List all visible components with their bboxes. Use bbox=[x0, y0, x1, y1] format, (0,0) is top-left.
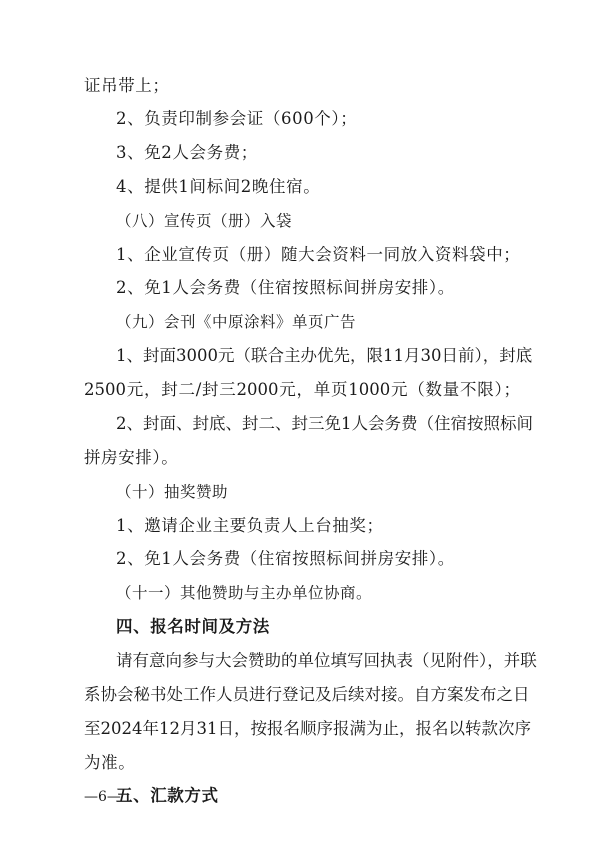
paragraph-line: 系协会秘书处工作人员进行登记及后续对接。自方案发布之日 bbox=[84, 685, 530, 704]
list-item: 1、邀请企业主要负责人上台抽奖； bbox=[116, 516, 384, 535]
body-text-line: 2500元，封二/封三2000元，单页1000元（数量不限）； bbox=[84, 380, 520, 399]
paragraph-line: 至2024年12月31日，按报名顺序报满为止，报名以转款次序 bbox=[84, 719, 531, 738]
section-subheading: （九）会刊《中原涂料》单页广告 bbox=[116, 313, 357, 331]
list-item: 4、提供1间标间2晚住宿。 bbox=[116, 177, 321, 196]
paragraph-line: 请有意向参与大会赞助的单位填写回执表（见附件），并联 bbox=[116, 651, 537, 670]
list-item: 2、免1人会务费（住宿按照标间拼房安排）。 bbox=[116, 278, 455, 297]
list-item: 2、负责印制参会证（600个）； bbox=[116, 109, 358, 128]
list-item: 1、封面3000元（联合主办优先，限11月30日前），封底 bbox=[116, 346, 533, 365]
body-text-line: 拼房安排）。 bbox=[84, 448, 179, 467]
section-subheading: （十一）其他赞助与主办单位协商。 bbox=[116, 584, 373, 602]
section-subheading: （十）抽奖赞助 bbox=[116, 483, 229, 501]
paragraph-line: 为准。 bbox=[84, 753, 136, 772]
list-item: 2、封面、封底、封二、封三免1人会务费（住宿按照标间 bbox=[116, 414, 533, 433]
list-item: 2、免1人会务费（住宿按照标间拼房安排）。 bbox=[116, 549, 455, 568]
body-text-line: 证吊带上； bbox=[84, 76, 170, 95]
list-item: 1、企业宣传页（册）随大会资料一同放入资料袋中； bbox=[116, 245, 521, 264]
page-number: —6— bbox=[84, 789, 121, 805]
section-subheading: （八）宣传页（册）入袋 bbox=[116, 212, 293, 230]
list-item: 3、免2人会务费； bbox=[116, 143, 258, 162]
section-heading: 五、汇款方式 bbox=[116, 786, 219, 805]
section-heading: 四、报名时间及方法 bbox=[116, 617, 270, 636]
